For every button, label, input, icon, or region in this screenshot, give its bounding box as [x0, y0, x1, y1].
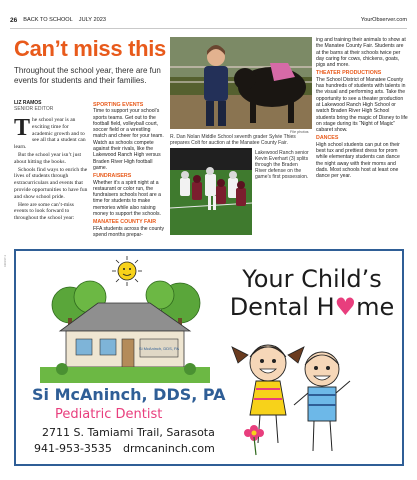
ad-headline-line2 [222, 293, 402, 321]
children-illustration [228, 333, 358, 458]
headline-text-a: Dental H [229, 293, 335, 321]
subhead-sporting-events: SPORTING EVENTS [93, 102, 144, 108]
article-column-1 [14, 117, 89, 223]
article-deck: Throughout the school year, there are fun events for students and their families. [14, 66, 161, 85]
subhead-theater: THEATER PRODUCTIONS [316, 70, 382, 77]
subhead-dances: DANCES [316, 135, 339, 142]
doctor-specialty: Pediatric Dentist [55, 407, 163, 422]
headline-text-b: me [356, 293, 395, 321]
byline [14, 100, 53, 112]
paragraph: Schools find ways to enrich the lives of students through extracurriculars and events that provide opportunities to have fun and show school pride. [14, 166, 88, 200]
paragraph: FFA students across the county spend months prepar- [93, 225, 165, 238]
paragraph: ing and training their animals to show at the Manatee County Fair. Students are at the barns at their schools twice per day caring for cows, chickens, goats, pigs and more. [316, 37, 406, 69]
photo-caption: R. Dan Nolan Middle School seventh grader Sylvie Thies prepares Colt for auction at the Manatee County Fair. [170, 134, 296, 146]
office-phone[interactable]: 941-953-3535 [34, 442, 112, 455]
fair-photo [170, 37, 312, 129]
photo-credit: File photos [290, 130, 309, 134]
doctor-name: Si McAninch, DDS, PA [32, 385, 226, 404]
football-photo [170, 148, 252, 235]
drop-cap: T [14, 115, 31, 141]
paragraph: The School District of Manatee County has hundreds of students with talents in the visual and performing arts. Take the opportunity to see a theater production at Lakewood Ranch High School or watch Braden River High School students bring the magic of Disney to life on stage during its “Night of Magic” cabaret show. [316, 76, 408, 134]
flower-icon [244, 425, 264, 455]
issue-date: JULY 2023 [78, 17, 106, 23]
paragraph: High school students can put on their best tux and prettiest dress for prom while elementary students can dance the night away with their moms and dads. Most schools host at least one dance per year. [316, 141, 400, 180]
football-photo-art [170, 148, 252, 235]
article-column-4 [316, 37, 408, 182]
page-number: 26 [10, 16, 18, 24]
sun-icon [112, 256, 142, 286]
building-sign: Si McAninch, DDS, PA [138, 346, 180, 351]
subhead-county-fair: MANATEE COUNTY FAIR [93, 219, 157, 226]
ad-headline [222, 265, 402, 321]
subhead-fundraisers: FUNDRAISERS [93, 173, 132, 180]
intro-paragraph [14, 117, 89, 151]
site-link[interactable]: YourObserver.com [360, 17, 407, 23]
heart-icon: ♥ [334, 293, 357, 321]
fair-photo-art [170, 37, 312, 129]
ad-code: 626317-1 [3, 255, 7, 267]
article-title: Can’t miss this [14, 36, 166, 61]
article-column-2 [93, 100, 165, 240]
ad-headline-line1: Your Child’s [242, 265, 382, 293]
page-header [10, 14, 407, 26]
paragraph: Here are some can’t-miss events to look forward to throughout the school year: [14, 201, 75, 222]
football-caption: Lakewood Ranch senior Kevin Everhart (3) splits through the Braden River defense on the game’s first possession. [255, 150, 309, 181]
office-address: 2711 S. Tamiami Trail, Sarasota [42, 426, 215, 439]
header-rule [10, 28, 407, 29]
paragraph: Time to support your school’s sports teams. Get out to the football field, volleyball court, soccer field or a wrestling match and cheer for your team. Watch as schools compete against their rivals, like the Lakewood Ranch High versus Braden River High football game. [93, 108, 164, 171]
office-website[interactable]: drmcaninch.com [123, 442, 215, 455]
author-role: SENIOR EDITOR [14, 106, 54, 112]
intro-text: he school year is an exciting time for academic growth and to see all that a student can learn. [14, 117, 86, 151]
paragraph: Whether it’s a spirit night at a restaurant or color run, the fundraisers schools host are a time for students to make memories while also raising money to support the schools. [93, 179, 161, 218]
section-label: BACK TO SCHOOL [23, 17, 73, 23]
author-name: LIZ RAMOS [14, 100, 42, 106]
office-illustration [40, 253, 210, 383]
paragraph: But the school year isn’t just about hitting the books. [14, 151, 81, 165]
